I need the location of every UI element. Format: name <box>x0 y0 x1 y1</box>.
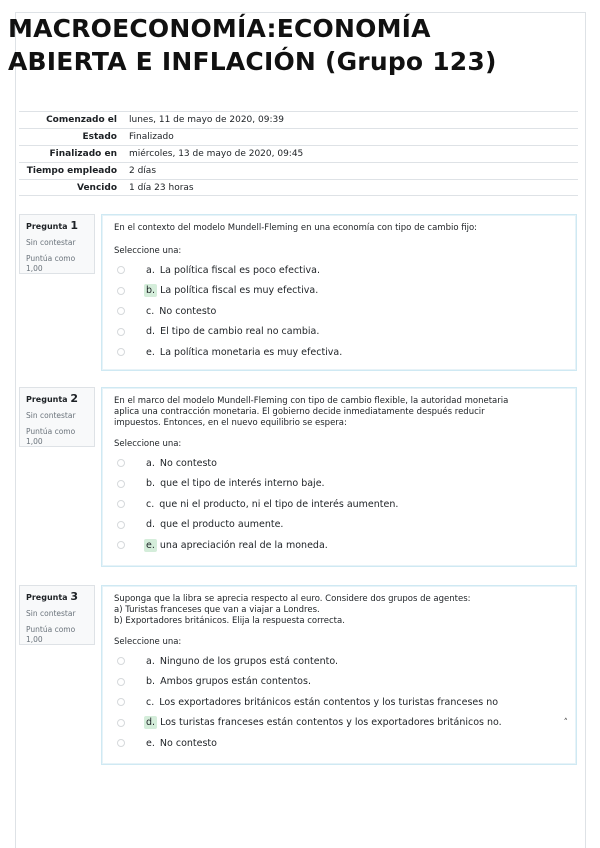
question-text-line: a) Turistas franceses que van a viajar a Londres. <box>114 605 320 615</box>
option-text: La política fiscal es muy efectiva. <box>160 285 319 297</box>
answer-option-d[interactable] <box>114 322 564 343</box>
option-letter: c. <box>146 696 155 708</box>
summary-label: Comenzado el <box>46 115 117 125</box>
option-text: que el producto aumente. <box>160 519 284 531</box>
answer-option-e[interactable] <box>114 342 564 363</box>
question-marks: Puntúa como 1,00 <box>26 427 76 446</box>
question-text <box>114 223 564 234</box>
option-text: La política fiscal es poco efectiva. <box>159 264 320 276</box>
chevron-up-icon[interactable]: ˄ <box>563 717 568 728</box>
question-number-value: 3 <box>70 590 79 603</box>
option-text: Los exportadores británicos están contentos y los turistas franceses no <box>159 696 499 708</box>
question-info <box>19 214 95 274</box>
summary-value: lunes, 11 de mayo de 2020, 09:39 <box>129 115 284 125</box>
question-text-line: En el contexto del modelo Mundell-Fleming en una economía con tipo de cambio fijo: <box>114 223 478 233</box>
radio-button[interactable] <box>117 521 125 529</box>
radio-button[interactable] <box>117 698 125 706</box>
option-letter: c. <box>146 305 155 317</box>
radio-button[interactable] <box>117 459 125 467</box>
question-status: Sin contestar <box>26 609 76 618</box>
radio-button[interactable] <box>117 719 125 727</box>
answer-option-e[interactable] <box>114 535 564 556</box>
question-status: Sin contestar <box>26 411 76 420</box>
question-text-line: En el marco del modelo Mundell-Fleming con tipo de cambio flexible, la autoridad monetaria <box>114 396 509 406</box>
attempt-summary-table <box>19 111 578 196</box>
question-number <box>26 590 88 603</box>
question-status: Sin contestar <box>26 238 76 247</box>
question-info <box>19 387 95 447</box>
option-letter: c. <box>146 498 155 510</box>
summary-value: Finalizado <box>129 132 174 142</box>
option-letter: a. <box>146 655 155 667</box>
question-text-line: Suponga que la libra se aprecia respecto al euro. Considere dos grupos de agentes: <box>114 594 471 604</box>
question-text-line: aplica una contracción monetaria. El gobierno decide inmediatamente después reducir <box>114 407 485 417</box>
radio-button[interactable] <box>117 500 125 508</box>
answer-option-a[interactable] <box>114 651 564 672</box>
summary-row-time-taken <box>19 162 578 179</box>
option-letter: d. <box>146 519 156 531</box>
question-label: Pregunta <box>26 395 68 404</box>
answer-option-b[interactable] <box>114 281 564 302</box>
radio-button[interactable] <box>117 657 125 665</box>
option-letter: b. <box>146 478 156 490</box>
summary-label: Tiempo empleado <box>26 166 117 176</box>
answer-option-c[interactable] <box>114 494 564 515</box>
question-text-line: impuestos. Entonces, en el nuevo equilibrio se espera: <box>114 418 347 428</box>
question-number-value: 1 <box>70 219 79 232</box>
page-title: MACROECONOMÍA:ECONOMÍA ABIERTA E INFLACIÓN (Grupo 123) <box>8 14 497 76</box>
summary-value: 2 días <box>129 166 157 176</box>
radio-button[interactable] <box>117 266 125 274</box>
radio-button[interactable] <box>117 307 125 315</box>
summary-row-overdue <box>19 179 578 196</box>
option-letter-highlighted: d. <box>146 717 156 729</box>
select-prompt: Seleccione una: <box>114 246 182 256</box>
option-letter: d. <box>146 326 156 338</box>
option-text: No contesto <box>159 737 217 749</box>
option-letter: a. <box>146 457 155 469</box>
question-number <box>26 392 88 405</box>
question-label: Pregunta <box>26 222 68 231</box>
question-marks: Puntúa como 1,00 <box>26 254 76 273</box>
select-prompt: Seleccione una: <box>114 439 182 449</box>
summary-label: Finalizado en <box>49 149 117 159</box>
summary-value: miércoles, 13 de mayo de 2020, 09:45 <box>129 149 304 159</box>
summary-label: Estado <box>82 132 117 142</box>
question-content <box>101 585 577 765</box>
option-text: que el tipo de interés interno baje. <box>160 478 325 490</box>
question-content <box>101 214 577 371</box>
option-letter: a. <box>146 264 155 276</box>
question-number <box>26 219 88 232</box>
option-text: La política monetaria es muy efectiva. <box>159 346 343 358</box>
summary-row-finished <box>19 145 578 162</box>
option-letter-highlighted: e. <box>146 539 155 551</box>
radio-button[interactable] <box>117 541 125 549</box>
radio-button[interactable] <box>117 348 125 356</box>
radio-button[interactable] <box>117 328 125 336</box>
option-text: No contesto <box>159 457 217 469</box>
answer-option-a[interactable] <box>114 453 564 474</box>
question-marks: Puntúa como 1,00 <box>26 625 76 644</box>
option-letter-highlighted: b. <box>146 285 156 297</box>
answer-option-e[interactable] <box>114 733 564 754</box>
option-text: No contesto <box>159 305 217 317</box>
radio-button[interactable] <box>117 480 125 488</box>
answer-option-d[interactable] <box>114 713 568 734</box>
summary-value: 1 día 23 horas <box>129 183 194 193</box>
question-text-line: b) Exportadores británicos. Elija la respuesta correcta. <box>114 616 345 626</box>
radio-button[interactable] <box>117 678 125 686</box>
answer-option-b[interactable] <box>114 474 564 495</box>
answer-option-c[interactable] <box>114 301 564 322</box>
summary-row-state <box>19 128 578 145</box>
answer-option-c[interactable] <box>114 692 564 713</box>
option-text: Ninguno de los grupos está contento. <box>159 655 339 667</box>
answer-option-a[interactable] <box>114 260 564 281</box>
question-label: Pregunta <box>26 593 68 602</box>
select-prompt: Seleccione una: <box>114 637 182 647</box>
summary-row-started <box>19 111 578 128</box>
option-text: Los turistas franceses están contentos y los exportadores británicos no. <box>160 717 502 729</box>
summary-label: Vencido <box>76 183 117 193</box>
option-letter: e. <box>146 737 155 749</box>
question-number-value: 2 <box>70 392 79 405</box>
option-text: que ni el producto, ni el tipo de interés aumenten. <box>159 498 399 510</box>
radio-button[interactable] <box>117 287 125 295</box>
answer-option-d[interactable] <box>114 515 564 536</box>
option-text: una apreciación real de la moneda. <box>159 539 328 551</box>
question-info <box>19 585 95 645</box>
option-letter: e. <box>146 346 155 358</box>
question-text <box>114 396 564 429</box>
radio-button[interactable] <box>117 739 125 747</box>
option-text: Ambos grupos están contentos. <box>160 676 311 688</box>
question-content <box>101 387 577 567</box>
answer-option-b[interactable] <box>114 672 564 693</box>
option-text: El tipo de cambio real no cambia. <box>160 326 320 338</box>
option-letter: b. <box>146 676 156 688</box>
question-text <box>114 594 564 627</box>
